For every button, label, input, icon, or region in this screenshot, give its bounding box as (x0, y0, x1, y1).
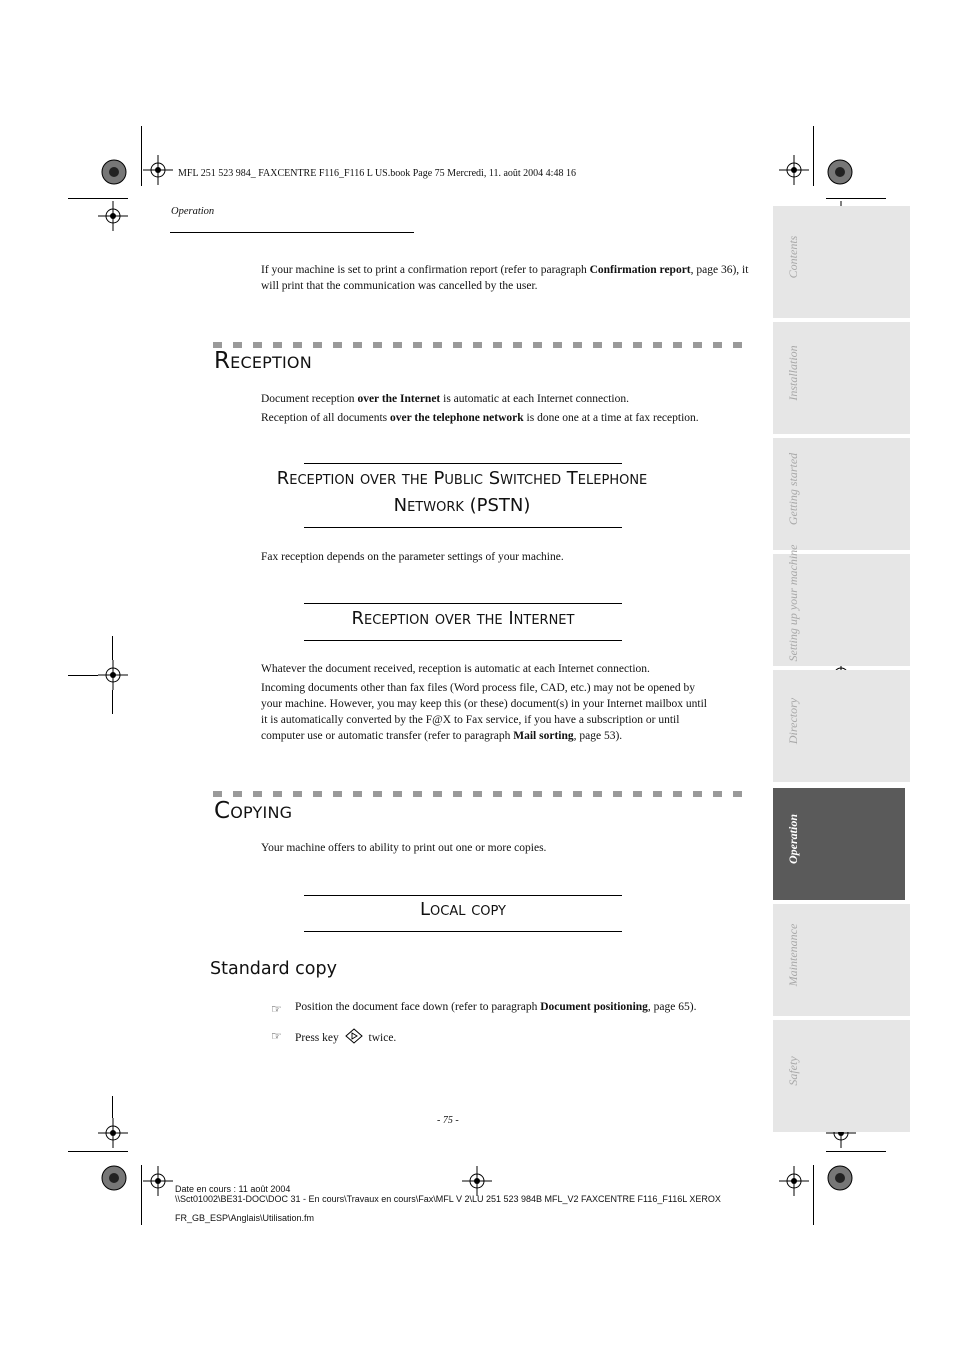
section-divider (213, 791, 749, 797)
registration-mark-icon (98, 1118, 128, 1148)
internet-paragraph-1: Whatever the document received, reception is automatic at each Internet connection. (261, 663, 650, 675)
heading-reception: Reception (214, 348, 312, 374)
xref-mail-sorting: Mail sorting (513, 730, 574, 742)
step-1: Position the document face down (refer to paragraph Document positioning, page 65). (295, 1001, 697, 1013)
tab-installation[interactable]: Installation (773, 322, 910, 434)
registration-mark-icon (98, 660, 128, 690)
star-target-icon (827, 159, 853, 185)
running-title: Operation (171, 206, 215, 217)
tab-operation[interactable]: Operation (773, 788, 905, 900)
footer-file: FR_GB_ESP\Anglais\Utilisation.fm (175, 1213, 315, 1223)
pointing-hand-icon: ☞ (271, 1002, 282, 1016)
registration-mark-icon (143, 1166, 173, 1196)
heading-pstn: Reception over the Public Switched Telephone Network (PSTN) (276, 468, 648, 516)
registration-mark-icon (779, 155, 809, 185)
copying-paragraph: Your machine offers to ability to print out one or more copies. (261, 842, 547, 854)
footer-date: Date en cours : 11 août 2004 (175, 1184, 291, 1194)
xref-confirmation-report: Confirmation report (589, 264, 691, 276)
tab-setting-up-your-machine[interactable]: Setting up your machine (773, 554, 910, 666)
heading-copying: Copying (214, 798, 293, 824)
confirmation-paragraph: If your machine is set to print a confirmation report (refer to paragraph Confirmation report, page 36), it will print that the communication was cancelled by the user. (261, 264, 749, 292)
heading-standard-copy: Standard copy (210, 959, 337, 979)
pstn-paragraph: Fax reception depends on the parameter settings of your machine. (261, 551, 564, 563)
start-key-icon (345, 1028, 363, 1044)
registration-mark-icon (98, 201, 128, 231)
heading-local-copy: Local copy (304, 895, 622, 932)
registration-mark-icon (143, 155, 173, 185)
tab-maintenance[interactable]: Maintenance (773, 904, 910, 1016)
pstn-rule-bottom (304, 527, 622, 528)
tab-directory[interactable]: Directory (773, 670, 910, 782)
step-2: Press key twice. (295, 1028, 396, 1044)
reception-paragraph-1: Document reception over the Internet is automatic at each Internet connection. (261, 393, 629, 405)
internet-paragraph-2: Incoming documents other than fax files (Word process file, CAD, etc.) may not be opened by your machine. However, you may keep this (or these) document(s) in your Internet mailbox until it is automatically converted by the F@X to Fax service, if you have a subscription or until computer use or automatic transfer (refer to paragraph Mail sorting, page 53). (261, 682, 708, 742)
footer-path: \\Sct01002\BE31-DOC\DOC 31 - En cours\Travaux en cours\Fax\MFL V 2\LU 251 523 984B MFL_V2 FAXCENTRE F116_F116L XEROX (175, 1194, 721, 1204)
star-target-icon (101, 159, 127, 185)
star-target-icon (101, 1165, 127, 1191)
star-target-icon (827, 1165, 853, 1191)
book-file-info: MFL 251 523 984_ FAXCENTRE F116_F116 L US.book Page 75 Mercredi, 11. août 2004 4:48 16 (178, 168, 576, 179)
tab-getting-started[interactable]: Getting started (773, 438, 910, 550)
tab-safety[interactable]: Safety (773, 1020, 910, 1132)
tab-contents[interactable]: Contents (773, 206, 910, 318)
page-number: - 75 - (437, 1115, 459, 1126)
pointing-hand-icon: ☞ (271, 1029, 282, 1043)
header-rule (170, 232, 414, 233)
pstn-rule-top (304, 463, 622, 464)
heading-internet: Reception over the Internet (304, 603, 622, 641)
registration-mark-icon (779, 1166, 809, 1196)
reception-paragraph-2: Reception of all documents over the telephone network is done one at a time at fax reception. (261, 412, 699, 424)
registration-mark-icon (462, 1166, 492, 1196)
